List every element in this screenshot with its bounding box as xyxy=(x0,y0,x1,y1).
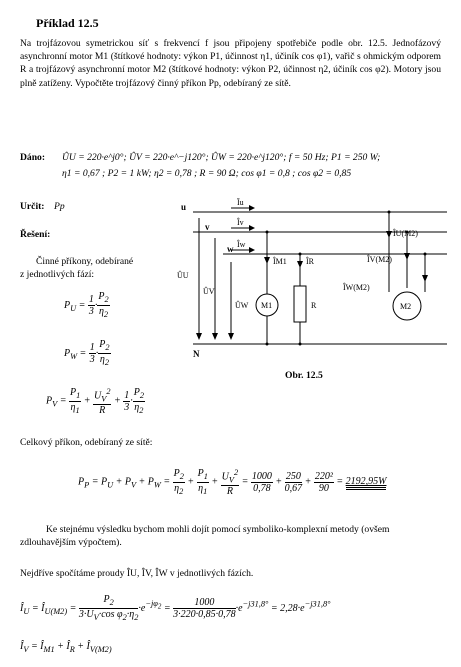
current-label-ir: ÎR xyxy=(306,257,314,266)
given-line-1: ÛU = 220·e^j0°; ÛV = 220·e^−j120°; ÛW = 220·e^j120°; f = 50 Hz; P1 = 250 W; xyxy=(62,152,381,163)
total-power-text: Celkový příkon, odebíraný ze sítě: xyxy=(20,437,153,448)
formula-total: $P_P = P_U + P_V + P_W$ = $\frac{P_2}{\eta_2}$ + $\frac{P_1}{\eta_1}$ + $\frac{U_V^2}{R}$ = $\frac{1000}{0,78}$ + $\frac{250}{0,67}$ + $\frac{\text{220²}}{90}$ = 2192,95W xyxy=(78,467,387,498)
formula-iu: $Î_U$ = $Î_{U(M2)}$ = $\frac{P_2}{3\cdot U_V\cdot\cos \varphi_2\cdot\eta_2}$ $\cdot e^{-j\varphi_2}$ = $\frac{1000}{3\cdot 220\cdot 0,85\cdot 0,78}$ $\cdot e^{-j31,8^\circ} = 2,28\cdot e^{-j31,8^\circ}$ xyxy=(20,594,331,622)
page-title: Příklad 12.5 xyxy=(36,16,99,30)
current-label-im1: ÎM1 xyxy=(273,257,287,266)
line-label-w: w xyxy=(227,244,234,254)
figure-caption: Obr. 12.5 xyxy=(285,370,323,381)
currents-text: Nejdříve spočítáme proudy ÎU, ÎV, ÎW v jednotlivých fázích. xyxy=(20,568,254,579)
voltage-label-uu: ÛU xyxy=(177,271,189,280)
formula-pv: $P_V$ = $\frac{P_1}{\eta_1}$ + $\frac{U_V^2}{R}$ + $\frac{1}{3}$ · $\frac{P_2}{\eta_2}$ xyxy=(46,386,145,417)
formula-pw: $P_W$ = $\frac{1}{3}$ · $\frac{P_2}{\eta_2}$ xyxy=(64,339,110,367)
load-label-m1: M1 xyxy=(261,301,273,310)
formula-iv: $Î_V$ = $Î_{M1}$ + $Î_R$ + $Î_{V(M2)}$ xyxy=(20,641,112,654)
current-label-iv-m2: ÎV(M2) xyxy=(367,255,392,264)
solution-label: Řešení: xyxy=(20,229,51,240)
voltage-label-uw: ÛW xyxy=(235,301,249,310)
given-line-2: η1 = 0,67 ; P2 = 1 kW; η2 = 0,78 ; R = 90 Ω; cos φ1 = 0,8 ; cos φ2 = 0,85 xyxy=(62,168,352,179)
current-label-iu: Îu xyxy=(237,198,244,207)
symbolic-method-text: Ke stejnému výsledku bychom mohli dojít pomocí symboliko-komplexní metody (ovšem zdlouhavějším výpočtem). xyxy=(20,524,390,548)
voltage-label-uv: ÛV xyxy=(203,287,215,296)
current-label-iw: Îw xyxy=(237,240,246,249)
current-label-iw-m2: ÎW(M2) xyxy=(343,283,370,292)
circuit-diagram xyxy=(175,198,457,366)
load-label-m2: M2 xyxy=(400,302,412,311)
line-label-n: N xyxy=(193,349,200,359)
determine-label: Určit: xyxy=(20,201,45,212)
determine-value: Pp xyxy=(54,201,65,212)
solution-text-1: Činné příkony, odebírané xyxy=(36,256,134,267)
solution-text-2: z jednotlivých fází: xyxy=(20,269,95,280)
formula-pu: $P_U$ = $\frac{1}{3}$ · $\frac{P_2}{\eta_2}$ xyxy=(64,291,109,319)
current-label-iu-m2: ÎU(M2) xyxy=(393,229,418,238)
given-label: Dáno: xyxy=(20,152,46,163)
line-label-u: u xyxy=(181,202,187,212)
line-label-v: v xyxy=(205,222,210,232)
current-label-iv: Îv xyxy=(237,218,244,227)
load-label-r: R xyxy=(311,301,317,310)
total-result: 2192,95W xyxy=(346,476,387,490)
problem-statement: Na trojfázovou symetrickou síť s frekvencí f jsou připojeny spotřebiče podle obr. 12.5. Jednofázový asynchronní motor M1 (štítkové hodnoty: výkon P1, účinnost η1, účiník cos φ1), vařič s ohmickým odporem R a trojfázový asynchronní motor M2 (štítkové hodnoty: výkon P2, účinnost η2, účiník cos φ2). Motory jsou plně zatíženy. Vypočtěte trojfázový činný příkon Pp, odebíraný ze sítě. xyxy=(20,38,441,89)
